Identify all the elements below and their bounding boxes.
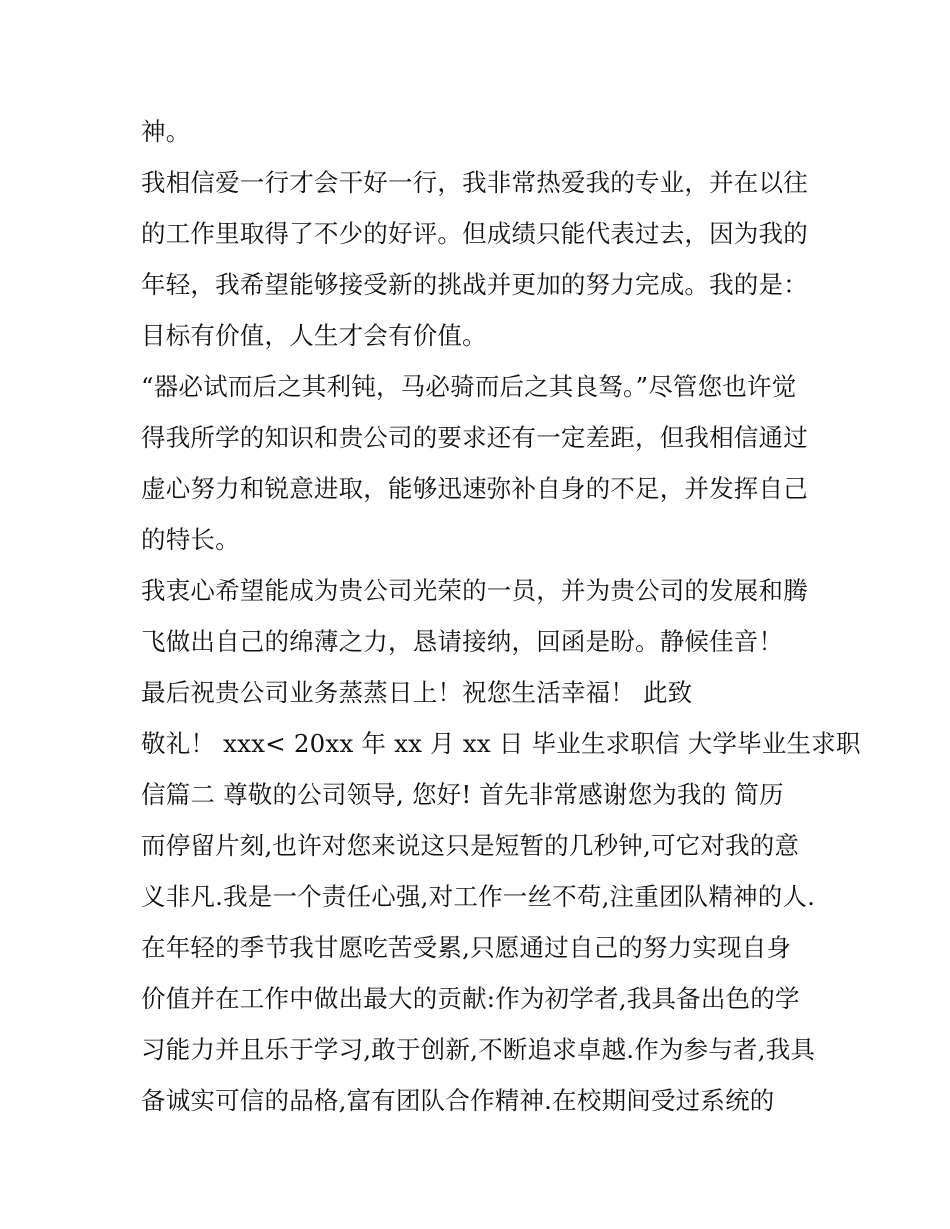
text-line: 敬礼！ xxx< 20xx 年 xx 月 xx 日 毕业生求职信 大学毕业生求职 [141,729,861,758]
text-line: 义非凡.我是一个责任心强,对工作一丝不苟,注重团队精神的人. [141,882,816,911]
text-line: 我衷心希望能成为贵公司光荣的一员，并为贵公司的发展和腾 [141,576,808,605]
text-line: 目标有价值，人生才会有价值。 [141,321,487,350]
document-body [141,106,861,1126]
text-line: 信篇二 尊敬的公司领导, 您好! 首先非常感谢您为我的 简历 [141,780,784,809]
text-line: 飞做出自己的绵薄之力，恳请接纳，回函是盼。静候佳音！ [141,627,784,656]
text-line: 的工作里取得了不少的好评。但成绩只能代表过去，因为我的 [141,219,808,248]
text-line: 的特长。 [141,525,240,554]
text-line: 我相信爱一行才会干好一行，我非常热爱我的专业，并在以往 [141,168,808,197]
text-line: 年轻，我希望能够接受新的挑战并更加的努力完成。我的是： [141,270,808,299]
text-line: 虚心努力和锐意进取，能够迅速弥补自身的不足，并发挥自己 [141,474,808,503]
text-line: 而停留片刻,也许对您来说这只是短暂的几秒钟,可它对我的意 [141,831,800,860]
text-line: 最后祝贵公司业务蒸蒸日上！祝您生活幸福！ 此致 [141,678,693,707]
text-line: 价值并在工作中做出最大的贡献:作为初学者,我具备出色的学 [141,984,800,1013]
text-line: 在年轻的季节我甘愿吃苦受累,只愿通过自己的努力实现自身 [141,933,792,962]
text-line: 备诚实可信的品格,富有团队合作精神.在校期间受过系统的 [141,1086,775,1115]
text-line: 得我所学的知识和贵公司的要求还有一定差距，但我相信通过 [141,423,808,452]
text-line: 习能力并且乐于学习,敢于创新,不断追求卓越.作为参与者,我具 [141,1035,816,1064]
text-line: 神。 [141,117,191,146]
text-line: “器必试而后之其利钝，马必骑而后之其良驽。”尽管您也许觉 [141,372,797,401]
